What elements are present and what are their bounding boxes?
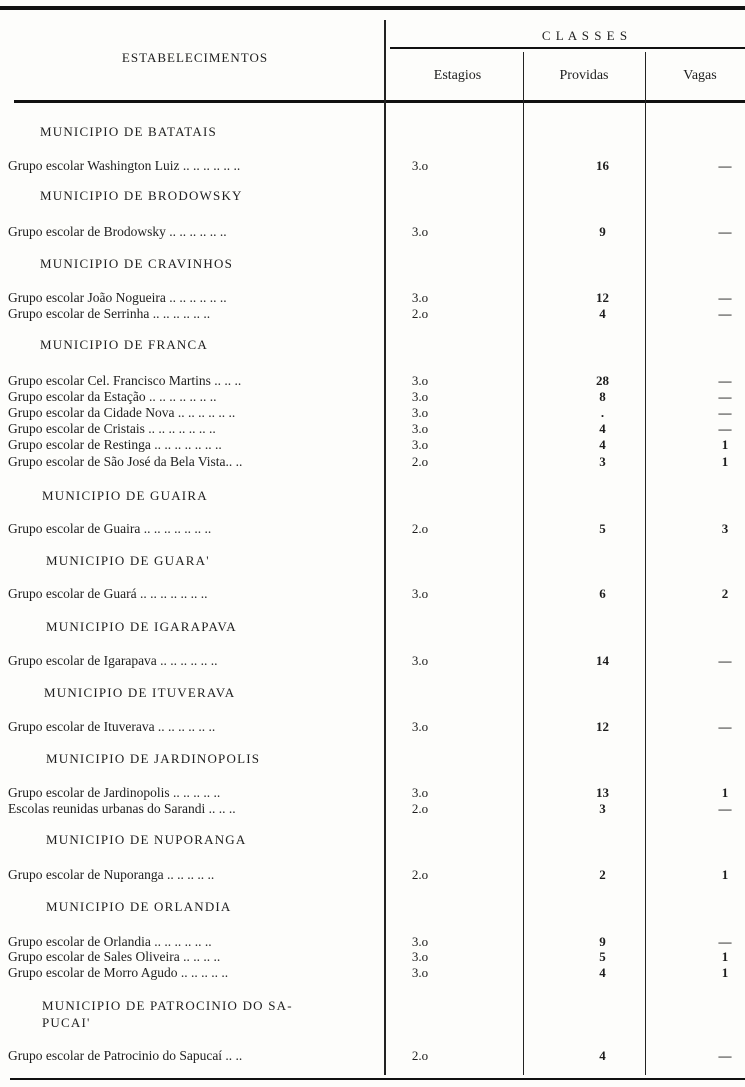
- school-name: Grupo escolar de Morro Agudo .. .. .. .. ..: [8, 965, 229, 980]
- school-name: Escolas reunidas urbanas do Sarandi .. .. ..: [8, 801, 236, 816]
- estagios-value: 3.o: [411, 405, 429, 420]
- school-name: Grupo escolar João Nogueira .. .. .. .. .. ..: [8, 290, 227, 305]
- header-estabelecimentos: ESTABELECIMENTOS: [121, 50, 269, 65]
- providas-value: 2: [599, 867, 606, 882]
- vagas-value: —: [718, 373, 732, 388]
- school-name: Grupo escolar de Igarapava .. .. .. .. .. ..: [8, 653, 218, 668]
- providas-value: 16: [596, 158, 609, 173]
- vagas-value: —: [718, 389, 732, 404]
- column-divider-3: [645, 52, 646, 1075]
- providas-value: 3: [599, 454, 606, 469]
- estagios-value: 3.o: [411, 421, 429, 436]
- school-name: Grupo escolar de Orlandia .. .. .. .. .. ..: [8, 934, 212, 949]
- providas-value: 6: [599, 586, 606, 601]
- estagios-value: 2.o: [411, 1048, 429, 1063]
- providas-value: 9: [599, 934, 606, 949]
- municipio-heading: MUNICIPIO DE BATATAIS: [40, 124, 217, 139]
- estagios-value: 2.o: [411, 867, 429, 882]
- vagas-value: —: [718, 1048, 732, 1063]
- vagas-value: —: [718, 158, 732, 173]
- providas-value: 14: [596, 653, 609, 668]
- estagios-value: 2.o: [411, 521, 429, 536]
- estagios-value: 3.o: [411, 965, 429, 980]
- school-name: Grupo escolar de Ituverava .. .. .. .. .. ..: [8, 719, 216, 734]
- municipio-heading: MUNICIPIO DE CRAVINHOS: [40, 256, 234, 271]
- estagios-value: 3.o: [411, 586, 429, 601]
- municipio-heading: MUNICIPIO DE GUAIRA: [42, 488, 208, 503]
- top-rule: [0, 6, 745, 10]
- vagas-value: 3: [721, 521, 729, 536]
- header-bottom-rule: [14, 100, 745, 103]
- municipio-heading: MUNICIPIO DE JARDINOPOLIS: [46, 751, 261, 766]
- providas-value: 12: [596, 290, 609, 305]
- providas-value: 4: [599, 306, 606, 321]
- vagas-value: —: [718, 801, 732, 816]
- school-name: Grupo escolar de Brodowsky .. .. .. .. .. ..: [8, 224, 227, 239]
- school-name: Grupo escolar de Serrinha .. .. .. .. .. ..: [8, 306, 211, 321]
- vagas-value: 2: [721, 586, 729, 601]
- vagas-value: —: [718, 934, 732, 949]
- vagas-value: —: [718, 719, 732, 734]
- providas-value: 3: [599, 801, 606, 816]
- column-divider-1: [384, 20, 386, 1075]
- vagas-value: 1: [721, 949, 729, 964]
- column-divider-2: [523, 52, 524, 1075]
- municipio-heading: MUNICIPIO DE GUARA': [46, 553, 210, 568]
- school-name: Grupo escolar da Cidade Nova .. .. .. .. .. ..: [8, 405, 236, 420]
- providas-value: 4: [599, 1048, 606, 1063]
- estagios-value: 3.o: [411, 949, 429, 964]
- school-name: Grupo escolar de Nuporanga .. .. .. .. ..: [8, 867, 215, 882]
- school-name: Grupo escolar de Guará .. .. .. .. .. .. ..: [8, 586, 208, 601]
- estagios-value: 3.o: [411, 389, 429, 404]
- estagios-value: 3.o: [411, 158, 429, 173]
- providas-value: 9: [599, 224, 606, 239]
- school-name: Grupo escolar de Restinga .. .. .. .. .. .. ..: [8, 437, 222, 452]
- estagios-value: 3.o: [411, 934, 429, 949]
- vagas-value: —: [718, 405, 732, 420]
- estagios-value: 3.o: [411, 373, 429, 388]
- providas-value: 4: [599, 421, 606, 436]
- vagas-value: —: [718, 421, 732, 436]
- vagas-value: 1: [721, 454, 729, 469]
- providas-value: 5: [599, 521, 606, 536]
- municipio-heading: MUNICIPIO DE ORLANDIA: [46, 899, 232, 914]
- estagios-value: 2.o: [411, 801, 429, 816]
- estagios-value: 3.o: [411, 719, 429, 734]
- providas-value: 8: [599, 389, 606, 404]
- school-name: Grupo escolar de Guaira .. .. .. .. .. .. ..: [8, 521, 212, 536]
- classes-underline: [390, 47, 745, 49]
- school-name: Grupo escolar da Estação .. .. .. .. .. .. ..: [8, 389, 217, 404]
- municipio-heading: MUNICIPIO DE ITUVERAVA: [44, 685, 236, 700]
- providas-value: .: [600, 405, 605, 420]
- header-vagas: Vagas: [683, 68, 717, 83]
- municipio-heading: MUNICIPIO DE BRODOWSKY: [40, 188, 243, 203]
- municipio-heading: MUNICIPIO DE FRANCA: [40, 337, 208, 352]
- vagas-value: —: [718, 653, 732, 668]
- municipio-heading: MUNICIPIO DE PATROCINIO DO SA- PUCAI': [42, 998, 293, 1030]
- header-providas: Providas: [559, 68, 609, 83]
- header-estagios: Estagios: [433, 68, 482, 83]
- providas-value: 5: [599, 949, 606, 964]
- municipio-heading: MUNICIPIO DE NUPORANGA: [46, 832, 247, 847]
- school-name: Grupo escolar de Patrocinio do Sapucaí .. ..: [8, 1048, 243, 1063]
- vagas-value: 1: [721, 867, 729, 882]
- school-name: Grupo escolar de Jardinopolis .. .. .. .. ..: [8, 785, 221, 800]
- vagas-value: 1: [721, 965, 729, 980]
- vagas-value: 1: [721, 437, 729, 452]
- school-name: Grupo escolar de Cristais .. .. .. .. .. .. ..: [8, 421, 216, 436]
- estagios-value: 3.o: [411, 224, 429, 239]
- school-name: Grupo escolar Cel. Francisco Martins .. .. ..: [8, 373, 242, 388]
- school-name: Grupo escolar de Sales Oliveira .. .. .. ..: [8, 949, 221, 964]
- estagios-value: 2.o: [411, 454, 429, 469]
- municipio-heading: MUNICIPIO DE IGARAPAVA: [46, 619, 237, 634]
- estagios-value: 3.o: [411, 785, 429, 800]
- providas-value: 12: [596, 719, 609, 734]
- estagios-value: 3.o: [411, 653, 429, 668]
- school-name: Grupo escolar Washington Luiz .. .. .. .. .. ..: [8, 158, 241, 173]
- providas-value: 4: [599, 437, 606, 452]
- header-classes: C L A S S E S: [541, 28, 629, 43]
- vagas-value: —: [718, 224, 732, 239]
- vagas-value: —: [718, 290, 732, 305]
- providas-value: 13: [596, 785, 609, 800]
- vagas-value: 1: [721, 785, 729, 800]
- providas-value: 4: [599, 965, 606, 980]
- school-name: Grupo escolar de São José da Bela Vista.. ..: [8, 454, 243, 469]
- providas-value: 28: [596, 373, 609, 388]
- bottom-rule: [10, 1078, 745, 1080]
- estagios-value: 3.o: [411, 437, 429, 452]
- vagas-value: —: [718, 306, 732, 321]
- estagios-value: 2.o: [411, 306, 429, 321]
- estagios-value: 3.o: [411, 290, 429, 305]
